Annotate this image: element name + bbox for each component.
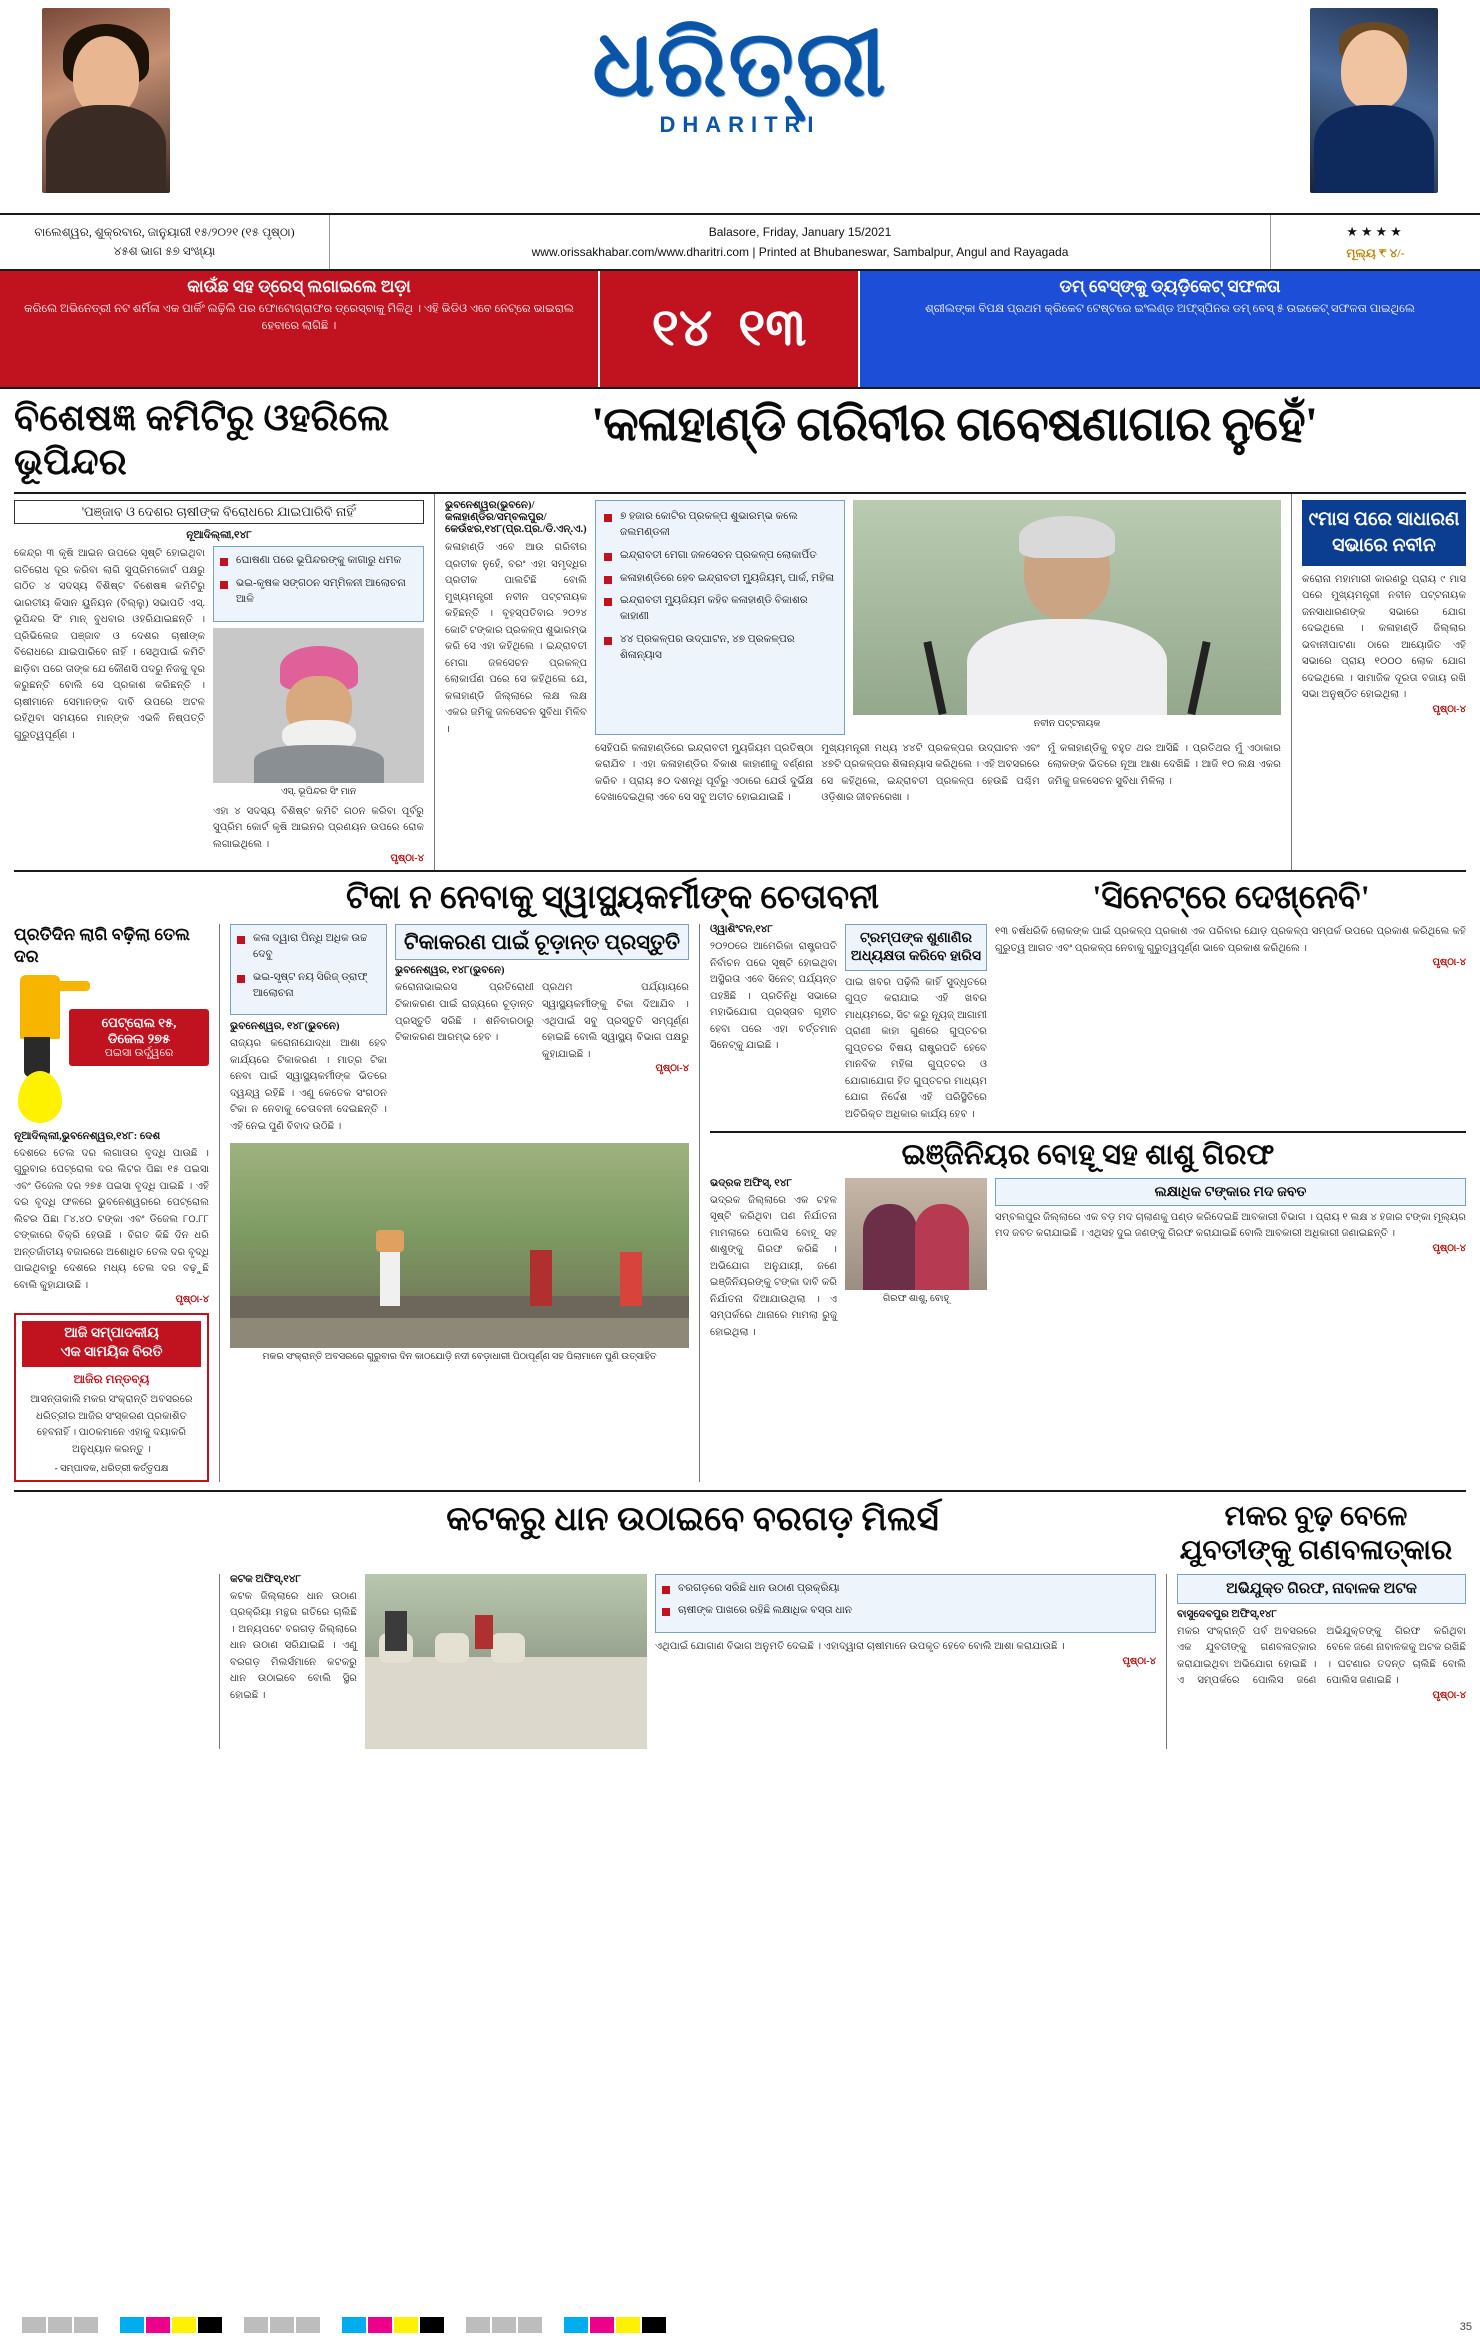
top-teaser-strip (0, 271, 1480, 389)
bullet-item: ଇନ୍ଦ୍ରାବତୀ ମ୍ୟୁଜିୟମ କହିବ କଳାହାଣ୍ଡି ବିକାଶର କାହାଣୀ (604, 593, 836, 625)
bullet-list-vaccine (230, 924, 387, 1015)
second-content-row (14, 924, 1466, 1482)
photo-makar-sankranti (230, 1143, 689, 1348)
story-petrol (14, 924, 219, 1482)
paddy-photo-wrap (365, 1574, 655, 1749)
top-headline-row (14, 389, 1466, 484)
story-expert-committee (14, 494, 434, 870)
paddy-col1-wrap (230, 1574, 365, 1749)
subheadline-makar-crime: ଅଭିଯୁକ୍ତ ଗିରଫ, ନାବାଳକ ଅଟକ (1226, 1580, 1417, 1597)
swatch-group (466, 2317, 542, 2333)
continued-link[interactable]: ପୃଷ୍ଠା-୪ (1432, 1689, 1466, 1701)
score-left: ୧୪ (651, 300, 713, 357)
bullet-item: ୭ ହଜାର କୋଟିର ପ୍ରକଳ୍ପ ଶୁଭାରମ୍ଭ କଲେ ଜଲମଣ୍ଡଳୀ (604, 509, 836, 541)
naveen-assembly-body: କରୋନା ମହାମାରୀ କାରଣରୁ ପ୍ରାୟ ୯ ମାସ ପରେ ମୁଖ୍ୟମନ୍ତ୍ରୀ ନବୀନ ପଟ୍ଟନାୟକ ଜନସାଧାରଣଙ୍କ ସଭାରେ ଯୋଗ ଦେଇଥିଲେ । କଳାହାଣ୍ଡି ଜିଲ୍ଲାର ଭବାନୀପାଟଣା ଠାରେ ଆୟୋଜିତ ଏହି ସଭାରେ ପ୍ରାୟ ୧୦୦୦ ଲୋକ ଯୋଗ ଦେଇଥିଲେ । ସାମାଜିକ ଦୂରତା ବଜାୟ ରଖି ସଭା ଅନୁଷ୍ଠିତ ହୋଇଥିଲା । (1302, 573, 1466, 701)
price-info (1270, 215, 1480, 269)
headline-petrol[interactable]: ପ୍ରତିଦିନ ଲାଗି ବଢ଼ିଲା ତେଲ ଦର (14, 925, 190, 966)
teaser-sports-title: ଡମ୍ ବେସ୍‌ଙ୍କୁ ଡ୍ୟଡ଼ିକେଟ୍ ସଫଳତା (1059, 277, 1281, 296)
senate-col1: ୨୦୨୦ରେ ଆମେରିକା ରାଷ୍ଟ୍ରପତି ନିର୍ବାଚନ ପରେ ସୃଷ୍ଟି ହୋଇଥିବା ଅସ୍ଥିରତା ଏବେ ସିନେଟ୍ ପର୍ଯ୍ୟନ୍ତ ପହଞ୍ଚିଛି । ପ୍ରତିନିଧି ସଭାରେ ମହାଭିଯୋଗ ପ୍ରସ୍ତାବ ଗୃହୀତ ହେବା ପରେ ଏହା ବର୍ତ୍ତମାନ ସିନେଟ୍‌କୁ ଯାଇଛି । (710, 941, 837, 1052)
engineer-col1: ଭଦ୍ରକ ଜିଲ୍ଲାରେ ଏକ ଚହଳ ସୃଷ୍ଟି କରିଥିବା ପଣ ନିର୍ଯାତନା ମାମଲାରେ ପୋଲିସ ବୋହୂ ସହ ଶାଶୁଙ୍କୁ ଗିରଫ କରିଛି । ଅଭିଯୋଗ ଅନୁଯାୟୀ, ଜଣେ ଇଞ୍ଜିନିୟରଙ୍କୁ ଟଙ୍କା ଦାବି କରି ନିର୍ଯାତନା ଦିଆଯାଉଥିଲା । ଏ ସମ୍ପର୍କରେ ଥାନାରେ ମାମଲା ରୁଜୁ ହୋଇଥିଲା । (710, 1194, 837, 1338)
headline-harris[interactable]: ଟ୍ରମ୍ପଙ୍କ ଶୁଣାଣିର ଅଧ୍ୟକ୍ଷତା କରିବେ ହାରିସ (850, 931, 982, 965)
caption-makar-sankranti: ମକର ସଂକ୍ରାନ୍ତି ଅବସରରେ ଗୁରୁବାର ଦିନ କାଠଯୋଡ଼ି ନଦୀ ବେଡ଼ାଧାରୀ ପିଠାପୂର୍ଣ୍ଣ ସହ ପିଲାମାନେ ପୁଣି ଉତ୍ସାହିତ (262, 1352, 657, 1363)
editorial-line1: ଆଜି ସମ୍ପାଦକୀୟ (64, 1326, 159, 1342)
bullet-list-expert (213, 546, 424, 621)
bullet-item: କଳାହାଣ୍ଡିରେ ହେବ ଇନ୍ଦ୍ରାବତୀ ମ୍ୟୁଜିୟମ୍, ପାର୍କ, ମହିଳା (604, 571, 836, 587)
senate-col1-wrap (710, 924, 845, 1123)
edition-date-odia: ବାଲେଶ୍ୱର, ଶୁକ୍ରବାର, ଜାନୁୟାରୀ ୧୫/୨୦୨୧ (୧୫ ପୃଷ୍ଠା) (34, 224, 295, 239)
dateline-petrol: ନୂଆଦିଲ୍ଲୀ,ଭୁବନେଶ୍ୱର,୧୪୮: ଦେଶ (14, 1130, 161, 1142)
senate-col3: ୧୩ ବର୍ଷଧରିକି ଲୋକଙ୍କ ପାଇଁ ପ୍ରକଳ୍ପ ପ୍ରକାଶ ଏକ ପରିବାର ଯୋଡ଼ ପ୍ରକଳ୍ପ ସମ୍ପର୍କ ଉପରେ ପ୍ରକାଶ କରିଥିଲେ କହି ଗୁରୁତ୍ୱ ଆଗତ ଏବଂ ପ୍ରକଳ୍ପ ନେବାକୁ ଗୁରୁତ୍ୱପୂର୍ଣ୍ଣ ଭାବେ ପ୍ରକାଶ କରିଥିଲେ । (995, 926, 1466, 954)
editorial-footer: - ସମ୍ପାଦକ, ଧରିତ୍ରୀ କର୍ତ୍ତୃପକ୍ଷ (54, 1464, 169, 1475)
actress-photo (42, 8, 170, 193)
kalahandi-col2: ସେହିପରି କଳାହାଣ୍ଡିରେ ଇନ୍ଦ୍ରାବତୀ ମ୍ୟୁଜିୟମ ପ୍ରତିଷ୍ଠା କରାଯିବ । ଏହା କଳାହାଣ୍ଡିର ବିକାଶ କାହାଣୀକୁ ବର୍ଣ୍ଣନା କରିବ । ପ୍ରାୟ ୫୦ ଦଶନ୍ଧି ପୂର୍ବରୁ ଏଠାରେ ଯେଉଁ ଦୁର୍ଭିକ୍ଷ ଦେଖାଦେଇଥିଲା ଏବେ ସେ ସବୁ ଅତୀତ ହୋଇଯାଇଛି । (595, 742, 814, 804)
print-registration-bar (0, 2311, 1480, 2339)
edition-info-odia (0, 215, 330, 269)
paddy-right-wrap (655, 1574, 1156, 1749)
continued-link[interactable]: ପୃଷ୍ଠା-୪ (1122, 1655, 1156, 1667)
fuel-nozzle-icon (20, 975, 60, 1039)
petrol-body: ଦେଶରେ ତେଲ ଦର ଲଗାତାର ବୃଦ୍ଧି ପାଉଛି । ଗୁରୁବାର ପେଟ୍ରୋଲ ଦର ଲିଟର ପିଛା ୧୫ ପଇସା ଏବଂ ଡିଜେଲ ଦର ୨୭୫ ପଇସା ବୃଦ୍ଧି ପାଇଛି । ଏହି ଦର ବୃଦ୍ଧି ଫଳରେ ଭୁବନେଶ୍ୱରରେ ପେଟ୍ରୋଲ ଲିଟର ପିଛା ୮୪.୪୦ ଟଙ୍କା ଏବଂ ଡିଜେଲ ୮୦.୮୮ ଟଙ୍କାରେ ବିକ୍ରି ହେଉଛି । ବିଗତ କିଛି ଦିନ ଧରି ଅନ୍ତର୍ଜାତୀୟ ବଜାରରେ ଅଶୋଧିତ ତେଲ ଦର ବୃଦ୍ଧି ପାଇଥିବାରୁ ଦେଶରେ ମଧ୍ୟ ତେଲ ଦର ବଢ଼ୁଛି ବୋଲି କୁହାଯାଉଛି । (14, 1147, 209, 1291)
teaser-sports[interactable] (860, 271, 1480, 387)
headline-senate[interactable]: 'ସିନେଟ୍‌ରେ ଦେଖ୍‌ନେବି' (1092, 880, 1370, 917)
star-rating: ★★★★ (1346, 223, 1405, 239)
photo-bhupinder-singh (213, 628, 424, 783)
senate-harris-body: ପାଇ ଖବର ପଢ଼ିଲି କାହିଁ ସୁଦ୍ଧୃତରେ ଗୁପ୍ତ କରାଯାଇ ଏହି ଖବର ମାଧ୍ୟମରେ, ସିଟ କରୁ ନ୍ୟୂଜ୍ ଆଗାମୀ ପ୍ରାଣୀ କାହା ଗୁଣରେ ଗୁପ୍ତଚର ଗୁପ୍ତଚର ବିଷୟ ରାଷ୍ଟ୍ରପତି ହେବେ ମାନବିକ ମହିଳା ଗୁପ୍ତଚର ଓ ଯୋଗାଯୋଗ ହିତ ଗୁପ୍ତଚର ମାଧ୍ୟମ ଯୋଗ ନିର୍ଦ୍ଦେଶ ଏହି ପରିସ୍ଥିତିରେ ଅତିରିକ୍ତ ଅଧିକାର କାର୍ଯ୍ୟ ହେବ । (845, 976, 987, 1120)
kalahandi-col3: ମୁଖ୍ୟମନ୍ତ୍ରୀ ମଧ୍ୟ ୪୪ଟି ପ୍ରକଳ୍ପର ଉଦ୍‌ଘାଟନ ଏବଂ ୪୭ଟି ପ୍ରକଳ୍ପର ଶିଳାନ୍ୟାସ କରିଥିଲେ । ଏହି ଅବସରରେ ସେ କହିଥିଲେ, ଇନ୍ଦ୍ରାବତୀ ପ୍ରକଳ୍ପ ହେଉଛି ପଶ୍ଚିମ ଓଡ଼ିଶାର ଜୀବନରେଖା । (821, 742, 1040, 804)
bullet-list-kalahandi (595, 500, 845, 734)
photo-naveen-patnaik (853, 500, 1281, 715)
score-box (600, 271, 860, 387)
top-main-headline-block (434, 397, 1466, 484)
bullet-item: ଭଇ-ସୃଷ୍ଟ ନୟ ସିରିଜ୍ ଡ୍ରାଫ୍ ଆଲୋଚନା (237, 970, 380, 1002)
story-paddy (219, 1574, 1166, 1749)
editorial-body: ଆସନ୍ତାକାଲି ମକର ସଂକ୍ରାନ୍ତି ଅବସରରେ ଧରିତ୍ରୀର ଆଜିର ସଂସ୍କରଣ ପ୍ରକାଶିତ ହେବନାହିଁ । ପାଠକମାନେ ଏହାକୁ ଦୟାକରି ଅନୁଧ୍ୟାନ କରନ୍ତୁ । (30, 1394, 193, 1455)
top-article-row (14, 492, 1466, 870)
dateline-kalahandi: ଭୁବନେଶ୍ୱର(ଭୁବନେ)/ କଳାହାଣ୍ଡିର/ସମ୍ବଲପୁର/ କେଉଁଝର,୧୪୮(ପ୍ର.ପ୍ର./ଡି.ଏନ୍.ଏ.) (445, 500, 587, 536)
paddy-col1: କଟକ ଜିଲ୍ଲାରେ ଧାନ ଉଠାଣ ପ୍ରକ୍ରିୟା ମନ୍ଥର ଗତିରେ ଚାଲିଛି । ଅନ୍ୟପଟେ ବରଗଡ଼ ଜିଲ୍ଲାରେ ଧାନ ଉଠାଣ ସରିଯାଇଛି । ଏଣୁ ବରଗଡ଼ ମିଲର୍ସମାନେ କଟକରୁ ଧାନ ଉଠାଇବେ ବୋଲି ସ୍ଥିର ହୋଇଛି । (230, 1590, 357, 1701)
website-print-info: www.orissakhabar.com/www.dharitri.com | Printed at Bhubaneswar, Sambalpur, Angul and Rayagada (531, 245, 1069, 259)
vaccine-prep-col2: ପ୍ରଥମ ପର୍ଯ୍ୟାୟରେ ସ୍ୱାସ୍ଥ୍ୟକର୍ମୀଙ୍କୁ ଟିକା ଦିଆଯିବ । ଏଥିପାଇଁ ସବୁ ପ୍ରସ୍ତୁତି ସମ୍ପୂର୍ଣ୍ଣ ହୋଇଛି ବୋଲି ସ୍ୱାସ୍ଥ୍ୟ ବିଭାଗ ପକ୍ଷରୁ କୁହାଯାଇଛି । (542, 982, 689, 1060)
swatch-group (564, 2317, 666, 2333)
second-headline-row (14, 870, 1466, 918)
photo-arrested-women (845, 1178, 987, 1290)
senate-col3-wrap (995, 924, 1466, 1123)
info-bar (0, 215, 1480, 271)
headline-kalahandi[interactable]: 'କଳାହାଣ୍ଡି ଗରିବୀର ଗବେଷଣାଗାର ନୁହେଁ' (590, 398, 1318, 451)
page-content (0, 389, 1480, 1749)
third-left-spacer (14, 1574, 219, 1749)
photo-paddy-sacks (365, 1574, 647, 1749)
story-senate (699, 924, 1466, 1482)
senate-harris-block (845, 924, 995, 1123)
teaser-entertainment[interactable] (0, 271, 600, 387)
petrol-price-label: ପେଟ୍ରୋଲ ୧୫, (101, 1014, 177, 1030)
teaser-entertainment-body: କରିଲେ ଅଭିନେତ୍ରୀ ନଟ ଶର୍ମିଳା ଏକ ପାର୍କିଂ ଲଢ଼ିଲି ପର ଫୋଟୋଗ୍ରାଫର ଡ୍ରେସ୍‌ବାକୁ ମିଳିଥି । ଏହି ଭିଡିଓ ଏବେ ନେଟ୍‌ରେ ଭାଇରାଲ ହେବାରେ ଲାଗିଛି । (24, 303, 574, 333)
page-number: 35 (1459, 2321, 1472, 2333)
swatch-group (120, 2317, 222, 2333)
petrol-graphic (14, 971, 209, 1131)
story-expert-col2: ଏହା ୪ ସଦସ୍ୟ ବିଶିଷ୍ଟ କମିଟି ଗଠନ କରିବା ପୂର୍ବରୁ ସୁପ୍ରିମ କୋର୍ଟ କୃଷି ଆଇନର ପ୍ରଣୟନ ଉପରେ ରୋକ ଲଗାଇଥିଲେ । (213, 805, 424, 850)
editorial-notice-box (14, 1313, 209, 1482)
vaccine-left-col (230, 924, 395, 1135)
bullet-item: କଳା ଦ୍ୱାରା ପିନ୍ଧି ଅଧିକ ଉଚ୍ଚ ଦେବୁ (237, 931, 380, 963)
headline-engineer[interactable]: ଇଞ୍ଜିନିୟର ବୋହୂ ସହ ଶାଶୁ ଗିରଫ (901, 1139, 1275, 1172)
top-left-headline-block (14, 397, 434, 484)
fuel-drop-icon (18, 1071, 62, 1123)
swatch-group (22, 2317, 98, 2333)
diesel-price-label: ଡିଜେଲ ୨୭୫ (107, 1030, 171, 1046)
dateline-expert-committee: ନୂଆଦିଲ୍ଲୀ,୧୪୮ (186, 530, 252, 542)
teaser-sports-body: ଶ୍ରୀଲଙ୍କା ବିପକ୍ଷ ପ୍ରଥମ କ୍ରିକେଟ ଟେଷ୍ଟରେ ଇଂଲଣ୍ଡ ଅଫ୍‌ସ୍ପିନର ଡମ୍ ବେସ୍ ୫ ଉଇକେଟ୍ ସଫଳତା ପାଇଥିଲେ (925, 303, 1415, 315)
bullet-list-paddy (655, 1574, 1156, 1634)
kalahandi-col4: ମୁଁ କଳାହାଣ୍ଡିକୁ ବହୁତ ଥର ଆସିଛି । ପ୍ରତିଥର ମୁଁ ଏଠାକାର ଲୋକଙ୍କ ଭିତରେ ନୂଆ ଆଶା ଦେଖିଛି । ଆଜି ୧୦ ଲକ୍ଷ ଏକର ଜମିକୁ ଜଳସେଚନ ସୁବିଧା ମିଳିଲା । (1047, 742, 1281, 787)
price-label: ମୂଲ୍ୟ ₹ ୪/- (1346, 245, 1405, 260)
liquor-body: ସମ୍ବଲପୁର ଜିଲ୍ଲାରେ ଏକ ବଡ଼ ମଦ ଚାଲାଣକୁ ପଣ୍ଡ କରିଦେଇଛି ଆବକାରୀ ବିଭାଗ । ପ୍ରାୟ ୧ ଲକ୍ଷ ୪ ହଜାର ଟଙ୍କା ମୂଲ୍ୟର ମଦ ଜବତ କରାଯାଇଛି । ଏଥିସହ ଦୁଇ ଜଣଙ୍କୁ ଗିରଫ କରାଯାଇଛି ବୋଲି ଆବକାରୀ ଅଧିକାରୀ ଜଣାଇଛନ୍ତି । (995, 1211, 1466, 1240)
paddy-col2: ଏଥିପାଇଁ ଯୋଗାଣ ବିଭାଗ ଅନୁମତି ଦେଇଛି । ଏହାଦ୍ୱାରା ଚାଷୀମାନେ ଉପକୃତ ହେବେ ବୋଲି ଆଶା କରାଯାଉଛି । (655, 1641, 1065, 1653)
bullet-item: ୪୪ ପ୍ରକଳ୍ପର ଉଦ୍‌ଘାଟନ, ୪୭ ପ୍ରକଳ୍ପର ଶିଳାନ୍ୟାସ (604, 632, 836, 664)
bullet-item: ଘୋଷଣା ପରେ ଭୂପିନ୍ଦରଙ୍କୁ କାଗାରୁ ଧମକ (220, 553, 417, 569)
makar-crime-body: ମକର ସଂକ୍ରାନ୍ତି ପର୍ବ ଅବସରରେ ଏକ ଯୁବତୀଙ୍କୁ ଗଣବଳାତ୍କାର କରାଯାଇଥିବା ଅଭିଯୋଗ ହୋଇଛି । ଏ ସମ୍ପର୍କରେ ପୋଲିସ ଜଣେ ଅଭିଯୁକ୍ତଙ୍କୁ ଗିରଫ କରିଥିବା ବେଳେ ଜଣେ ନାବାଳକକୁ ଅଟକ ରଖିଛି । ଘଟଣାର ତଦନ୍ତ ଚାଲିଛି ବୋଲି ପୋଲିସ ଜଣାଇଛି । (1177, 1625, 1466, 1687)
vaccine-body: ରାଜ୍ୟର କରୋନାଯୋଦ୍ଧା ଆଶା ହେବ କାର୍ଯ୍ୟରେ ଟିକାକରଣ । ମାତ୍ର ଟିକା ନେବା ପାଇଁ ସ୍ୱାସ୍ଥ୍ୟକର୍ମୀଙ୍କ ଭିତରେ ଦ୍ୱନ୍ଦ୍ୱ ରହିଛି । ଏଣୁ କେତେକ ସଂଗଠନ ଟିକା ନ ନେବାକୁ ଚେତାବନୀ ଦେଇଛନ୍ତି । ଏହି ନେଇ ପୁଣି ବିବାଦ ଉଠିଛି । (230, 1038, 387, 1132)
continued-link[interactable]: ପୃଷ୍ଠା-୪ (1432, 957, 1466, 969)
kalahandi-col-left (445, 500, 595, 806)
kalahandi-photo-block (853, 500, 1281, 734)
caption-naveen-patnaik: ନବୀନ ପଟ୍ଟନାୟକ (1033, 719, 1101, 730)
bullet-item: ବରଗଡ଼ରେ ସରିଛି ଧାନ ଉଠାଣ ପ୍ରକ୍ରିୟା (662, 1581, 1149, 1597)
headline-expert-committee[interactable]: ବିଶେଷଜ୍ଞ କମିଟିରୁ ଓହରିଲେ ଭୂପିନ୍ଦର (14, 398, 390, 483)
dateline-makar-crime: ବାସୁଦେବପୁର ଅଫିସ୍,୧୪୮ (1177, 1608, 1278, 1620)
logo-english-text: DHARITRI (659, 112, 821, 137)
masthead-logo (0, 0, 1480, 138)
teaser-entertainment-title: କାଉଁଛ ସହ ଡ୍ରେସ୍ ଲଗାଇଲେ ଅଡ଼ା (187, 277, 411, 296)
kalahandi-col4-wrap (1048, 741, 1281, 807)
engineer-photo-wrap (845, 1178, 995, 1342)
editorial-notice-head (22, 1321, 201, 1367)
edition-info-english (330, 215, 1270, 269)
continued-link[interactable]: ପୃଷ୍ଠା-୪ (655, 1063, 689, 1075)
swatch-group (342, 2317, 444, 2333)
story-kalahandi (434, 494, 1291, 870)
story-makar-crime (1166, 1574, 1466, 1749)
masthead (0, 0, 1480, 215)
story-naveen-assembly (1291, 494, 1466, 870)
caption-bhupinder-singh: ଏସ୍. ଭୂପିନ୍ଦର ସିଂ ମାନ (280, 786, 357, 797)
vaccine-prep-block (395, 924, 689, 1135)
bullet-item: ଚାଷୀଙ୍କ ପାଖରେ ରହିଛି ଲକ୍ଷାଧିକ ବସ୍ତା ଧାନ (662, 1603, 1149, 1619)
headline-naveen-assembly[interactable]: ୯ମାସ ପରେ ସାଧାରଣ ସଭାରେ ନବୀନ (1302, 500, 1466, 565)
subheadline-expert-committee: 'ପଞ୍ଜାବ ଓ ଦେଶର ଚାଷୀଙ୍କ ବିରୋଧରେ ଯାଇପାରିବି ନାହିଁ' (14, 500, 424, 524)
third-content-row (14, 1574, 1466, 1749)
dateline-vaccine: ଭୁବନେଶ୍ୱର, ୧୪୮(ଭୁବନେ) (230, 1021, 340, 1033)
story-vaccine (219, 924, 699, 1482)
liquor-block (995, 1178, 1466, 1342)
continued-link[interactable]: ପୃଷ୍ଠା-୪ (1432, 1242, 1466, 1254)
volume-info-odia: ୪୫ଶ ଭାଗ ୫୭ ସଂଖ୍ୟା (113, 244, 216, 258)
caption-arrested-women: ଗିରଫ ଶାଶୁ, ବୋହୂ (883, 1293, 949, 1304)
vaccine-prep-col1: କରୋନାଭାଇରସ ପ୍ରତିରୋଧୀ ଟିକାକରଣ ପାଇଁ ରାଜ୍ୟରେ ଚୂଡ଼ାନ୍ତ ପ୍ରସ୍ତୁତି ସରିଛି । ଶନିବାରଠାରୁ ଟିକାକରଣ ଆରମ୍ଭ ହେବ । (395, 982, 534, 1044)
bullet-item: ଭଇ-କୃଷକ ସଙ୍ଗଠନ ସମ୍ମିଳନୀ ଆଲୋଚନା ଆଳି (220, 576, 417, 608)
third-headline-row (14, 1490, 1466, 1567)
story-expert-right (213, 546, 424, 864)
headline-paddy[interactable]: କଟକରୁ ଧାନ ଉଠାଇବେ ବରଗଡ଼ ମିଲର୍ସ (446, 1501, 939, 1539)
headline-vaccine-warning[interactable]: ଟିକା ନ ନେବାକୁ ସ୍ୱାସ୍ଥ୍ୟକର୍ମୀଙ୍କ ଚେତାବନୀ (345, 880, 880, 917)
engineer-col1-wrap (710, 1178, 845, 1342)
dateline-engineer: ଭଦ୍ରକ ଅଫିସ୍, ୧୪୮ (710, 1177, 792, 1189)
story-expert-col1: କେନ୍ଦ୍ର ୩ କୃଷି ଆଇନ ଉପରେ ସୃଷ୍ଟି ହୋଇଥିବା ଗତିରୋଧ ଦୂର କରିବା ଲାଗି ସୁପ୍ରିମକୋର୍ଟ ପକ୍ଷରୁ ଗଠିତ ୪ ସଦସ୍ୟ ବିଶିଷ୍ଟ ବିଶେଷଜ୍ଞ କମିଟିରୁ ଭାରତୀୟ କିସାନ ୟୁନିୟନ (ବିଲ୍ଲୁ) ସଭାପତି ଏସ୍. ଭୂପିନ୍ଦର ସିଂ ମାନ୍ ବୁଧବାର ଓହରିଯାଇଛନ୍ତି । ପ୍ରିଭିଲେଜ ପଞ୍ଜାବ ଓ ଦେଶର ଚାଷୀଙ୍କ ବିରୋଧରେ ଯାଇପାରିବେ ନାହିଁ । ସେଥିପାଇଁ କମିଟି ଛାଡ଼ିବା ପରେ ତାଙ୍କ ଯେ କୌଣସି ପଦରୁ ନିଜକୁ ଦୂର କରୁଛନ୍ତି ବୋଲି ସେ ପ୍ରକାଶ କରିଛନ୍ତି । ଚାଷୀମାନେ ସେମାନଙ୍କ ଦାବି ଉପରେ ଅଟଳ ରହିଥିବା ସମୟରେ ମାନ୍‌ଙ୍କ ଏଭଳି ନିଷ୍ପତ୍ତି ଗୁରୁତ୍ୱପୂର୍ଣ୍ଣ । (14, 548, 206, 741)
dateline-senate: ଓ୍ୱାଶିଂଟନ,୧୪୮ (710, 924, 773, 936)
logo-odia-text: ଧରିତ୍ରୀ (592, 13, 888, 115)
headline-vaccine-prep[interactable]: ଟିକାକରଣ ପାଇଁ ଚୂଡ଼ାନ୍ତ ପ୍ରସ୍ତୁତି (404, 930, 680, 955)
fuel-price-badge (69, 1009, 209, 1066)
headline-makar-crime[interactable]: ମକର ବୁଢ଼ ବେଳେ ଯୁବତୀଙ୍କୁ ଗଣବଳାତ୍କାର (1179, 1501, 1453, 1566)
headline-liquor-seized[interactable]: ଲକ୍ଷାଧିକ ଟଙ୍କାର ମଦ ଜବତ (1154, 1184, 1307, 1200)
editorial-subhead: ଆଜିର ମନ୍ତବ୍ୟ (73, 1372, 150, 1387)
price-unit-label: ପଇସା ଉର୍ଦ୍ଧ୍ୱରେ (104, 1046, 174, 1059)
edition-date-english: Balasore, Friday, January 15/2021 (708, 224, 892, 239)
swatch-group (244, 2317, 320, 2333)
continued-link[interactable]: ପୃଷ୍ଠା-୪ (390, 853, 424, 865)
continued-link[interactable]: ପୃଷ୍ଠା-୪ (175, 1294, 209, 1306)
continued-link[interactable]: ପୃଷ୍ଠା-୪ (1432, 703, 1466, 715)
cricketer-photo (1310, 8, 1438, 193)
score-right: ୧୩ (738, 300, 807, 357)
dateline-paddy: କଟକ ଅଫିସ୍,୧୪୮ (230, 1573, 301, 1585)
dateline-vaccine-prep: ଭୁବନେଶ୍ୱର, ୧୪୮(ଭୁବନେ) (395, 965, 505, 977)
bullet-item: ଇନ୍ଦ୍ରାବତୀ ମେଗା ଜଳସେଚନ ପ୍ରକଳ୍ପ ଲୋକାର୍ପିତ (604, 548, 836, 564)
kalahandi-col-main (595, 500, 1281, 806)
editorial-line2: ଏକ ସାମୟିକ ବିରତି (60, 1345, 163, 1361)
kalahandi-col1: କଳାହାଣ୍ଡି ଏବେ ଆଉ ଗରିବୀର ପ୍ରତୀକ ନୁହେଁ, ବରଂ ଏହା ସମୃଦ୍ଧିର ପ୍ରତୀକ ପାଲଟିଛି ବୋଲି ମୁଖ୍ୟମନ୍ତ୍ରୀ ନବୀନ ପଟ୍ଟନାୟକ କହିଛନ୍ତି । ବୃହସ୍ପତିବାର ୨୦୨୪ କୋଟି ଟଙ୍କାର ପ୍ରକଳ୍ପ ଶୁଭାରମ୍ଭ କରି ସେ ଏହା କହିଥିଲେ । ଇନ୍ଦ୍ରାବତୀ ମେଗା ଜଳସେଚନ ପ୍ରକଳ୍ପ ଲୋକାର୍ପଣ ପରେ ସେ କହିଥିଲେ ଯେ, କଳାହାଣ୍ଡି ଜିଲ୍ଲାରେ ଲକ୍ଷ ଲକ୍ଷ ଏକର ଜମିକୁ ଜଳସେଚନ ସୁବିଧା ମିଳିବ । (445, 542, 587, 735)
